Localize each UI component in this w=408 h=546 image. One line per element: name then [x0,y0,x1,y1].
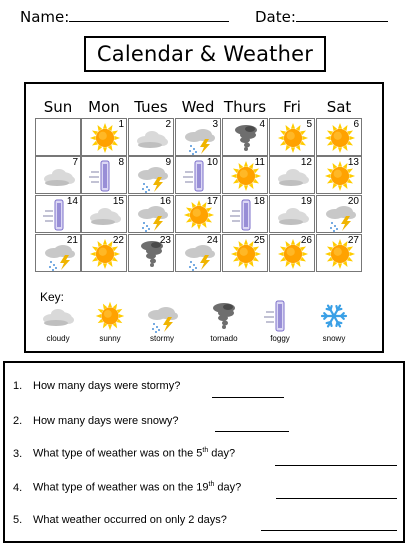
key-item-stormy [136,298,188,348]
name-input-line[interactable] [69,8,229,22]
calendar-day-cell [316,195,362,233]
calendar-day-cell [269,195,315,233]
day-number: 11 [254,157,265,168]
key-item-label: tornado [210,334,238,343]
weekday-fri: Fri [283,98,301,116]
question-4 [13,481,241,494]
key-item-label: sunny [99,334,121,343]
day-number: 24 [206,235,218,246]
question-5 [13,514,227,526]
date-input-line[interactable] [296,8,388,22]
calendar-day-cell [128,234,174,272]
name-field[interactable] [20,8,229,26]
key-item-tornado [198,298,250,348]
question-1 [13,380,180,392]
key-item-label: foggy [270,334,290,343]
calendar-day-cell [316,234,362,272]
calendar-day-cell [128,118,174,156]
weekday-wed: Wed [181,98,215,116]
calendar-day-cell [269,118,315,156]
question-text-end: day? [208,447,236,460]
calendar-day-cell [128,156,174,194]
weekday-thurs: Thurs [223,98,267,116]
day-number: 10 [206,157,218,168]
calendar-day-cell [222,156,268,194]
calendar-day-cell [175,156,221,194]
key-label: Key: [40,290,65,304]
calendar-day-cell [81,156,127,194]
day-number: 17 [206,196,218,207]
calendar-day-cell [222,118,268,156]
key-item-foggy [254,298,306,348]
question-text: What type of weather was on the 5 [33,447,203,460]
key-item-label: snowy [322,334,346,343]
answer-line[interactable] [261,530,397,531]
day-number: 13 [347,157,359,168]
day-number: 15 [112,196,124,207]
calendar-panel [24,82,384,353]
day-number: 12 [300,157,312,168]
calendar-day-cell [222,195,268,233]
day-number: 18 [253,196,265,207]
weekday-sat: Sat [326,98,352,116]
calendar-day-cell [269,234,315,272]
day-number: 2 [165,119,171,130]
question-text-end: day? [214,481,242,494]
key-item-cloudy [32,298,84,348]
question-number: 3. [13,447,23,460]
calendar-day-cell [35,234,81,272]
calendar-day-cell [35,195,81,233]
question-3 [13,447,235,460]
question-number: 4. [13,481,23,494]
day-number: 1 [118,119,124,130]
question-number: 5. [13,514,23,526]
name-label: Name: [20,8,70,26]
day-number: 14 [66,196,78,207]
calendar-day-cell [175,234,221,272]
day-number: 4 [259,119,265,130]
weekday-sun: Sun [43,98,73,116]
calendar-day-cell [175,118,221,156]
calendar-day-cell [81,118,127,156]
calendar-day-cell [35,118,81,156]
question-text: How many days were stormy? [33,380,181,392]
calendar-day-cell [128,195,174,233]
day-number: 5 [306,119,312,130]
day-number: 23 [159,235,171,246]
day-number: 27 [347,235,359,246]
calendar-day-cell [316,118,362,156]
weekday-tues: Tues [134,98,168,116]
key-item-snowy [308,298,360,348]
question-number: 2. [13,415,23,427]
day-number: 21 [66,235,78,246]
day-number: 7 [72,157,78,168]
answer-line[interactable] [276,498,397,499]
key-item-sunny [84,298,136,348]
day-number: 16 [159,196,171,207]
answer-line[interactable] [275,465,397,466]
question-2 [13,415,179,427]
day-number: 8 [118,157,124,168]
calendar-day-cell [316,156,362,194]
day-number: 22 [112,235,124,246]
key-item-label: stormy [150,334,174,343]
weekday-mon: Mon [88,98,120,116]
page-title: Calendar & Weather [84,36,326,72]
day-number: 25 [253,235,265,246]
ordinal-suffix: th [208,481,215,488]
day-number: 26 [300,235,312,246]
key-item-label: cloudy [46,334,70,343]
ordinal-suffix: th [202,447,209,454]
date-label: Date: [255,8,296,26]
day-number: 6 [353,119,359,130]
calendar-day-cell [81,195,127,233]
calendar-day-cell [269,156,315,194]
question-number: 1. [13,380,23,392]
date-field[interactable] [255,8,388,26]
question-text: What type of weather was on the 19 [33,481,209,494]
calendar-day-cell [175,195,221,233]
answer-line[interactable] [212,397,284,398]
day-number: 19 [300,196,312,207]
questions-panel [3,361,405,543]
calendar-day-cell [222,234,268,272]
day-number: 20 [347,196,359,207]
calendar-day-cell [81,234,127,272]
calendar-day-cell [35,156,81,194]
question-text: How many days were snowy? [33,415,179,427]
question-text: What weather occurred on only 2 days? [33,514,227,526]
answer-line[interactable] [215,431,289,432]
day-number: 3 [212,119,218,130]
day-number: 9 [165,157,171,168]
